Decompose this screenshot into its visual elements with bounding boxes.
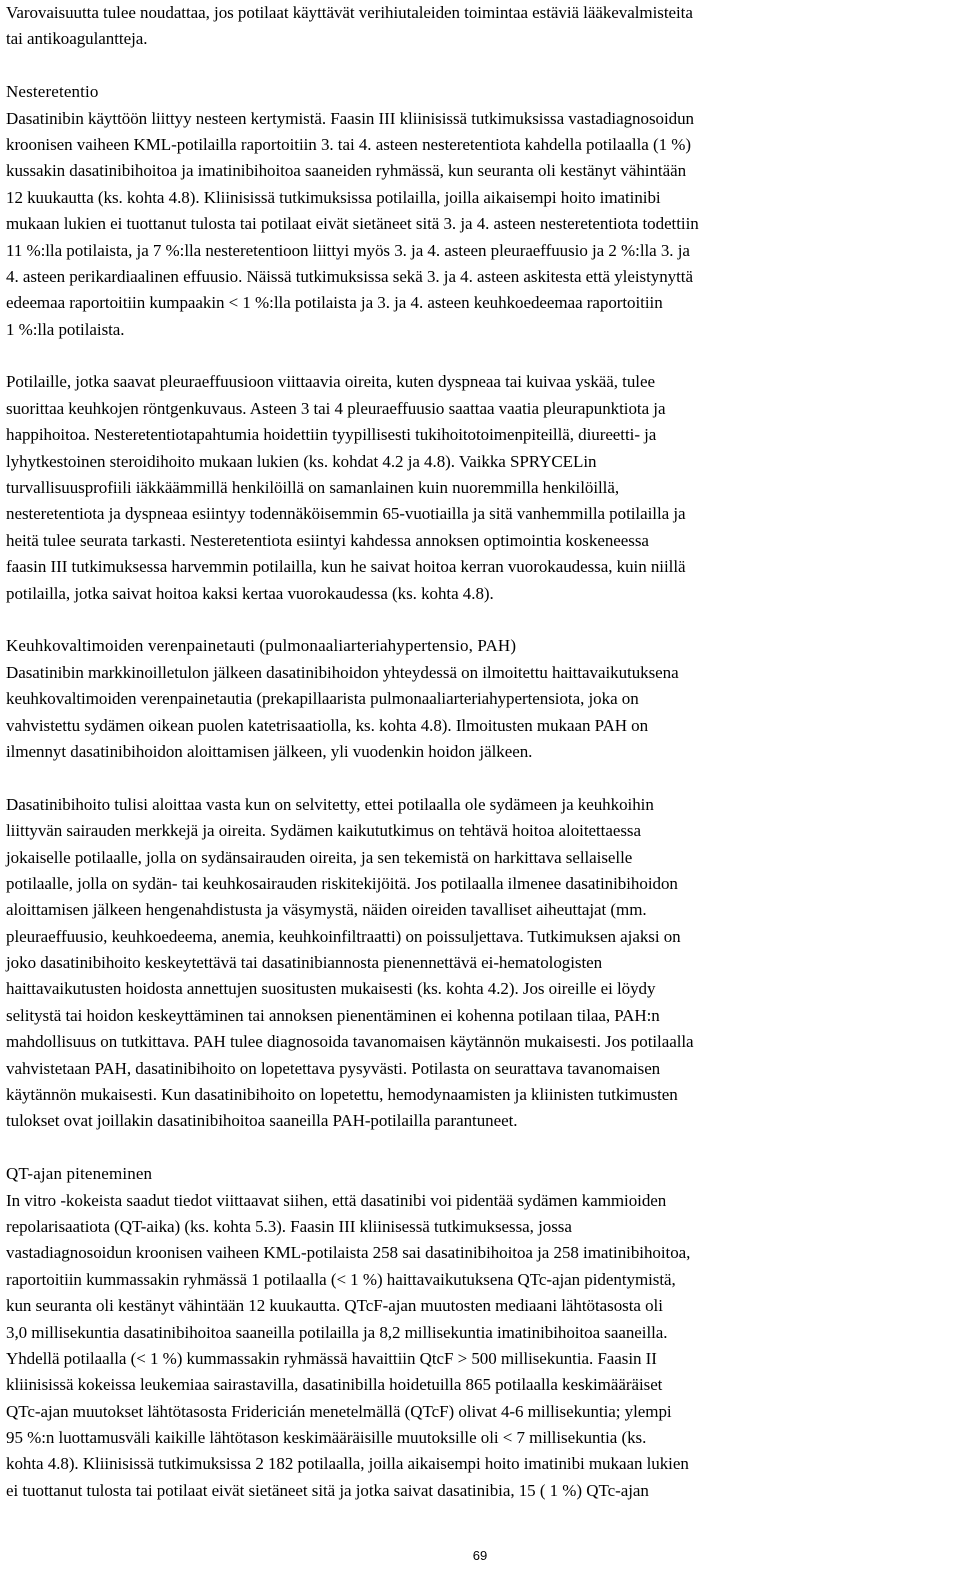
intro-paragraph xyxy=(6,0,956,53)
section-heading: Nesteretentio xyxy=(6,82,99,102)
paragraph-spacer xyxy=(6,343,956,369)
text-line: käytännön mukaisesti. Kun dasatinibihoito on lopetettu, hemodynaamisten ja kliinisten tutkimusten xyxy=(6,1085,678,1105)
text-line: kussakin dasatinibihoitoa ja imatinibihoitoa saaneiden ryhmässä, kun seuranta oli kestänyt vähintään xyxy=(6,161,687,181)
text-line: mahdollisuus on tutkittava. PAH tulee diagnosoida tavanomaisen käytännön mukaisesti. Jos potilaalla xyxy=(6,1032,694,1052)
text-line: edeemaa raportoitiin kumpaakin < 1 %:lla potilaista ja 3. ja 4. asteen keuhkoedeemaa raportoitiin xyxy=(6,293,663,313)
text-line: pleuraeffuusio, keuhkoedeema, anemia, keuhkoinfiltraatti) on poissuljettava. Tutkimuksen ajaksi on xyxy=(6,926,681,946)
text-line: potilaalle, jolla on sydän- tai keuhkosairauden riskitekijöitä. Jos potilaalla ilmenee dasatinibihoidon xyxy=(6,873,678,893)
text-line: Yhdellä potilaalla (< 1 %) kummassakin ryhmässä havaittiin QtcF > 500 millisekuntia. Faasin II xyxy=(6,1348,657,1368)
text-line: Varovaisuutta tulee noudattaa, jos potilaat käyttävät verihiutaleiden toimintaa estäviä lääkevalmisteita xyxy=(6,3,693,22)
text-line: 1 %:lla potilaista. xyxy=(6,319,125,339)
section-heading: Keuhkovaltimoiden verenpainetauti (pulmonaaliarteriahypertensio, PAH) xyxy=(6,636,517,656)
paragraph xyxy=(6,369,956,607)
text-line: liittyvän sairauden merkkejä ja oireita. Sydämen kaikututkimus on tehtävä hoitoa aloitettaessa xyxy=(6,821,641,841)
text-line: 95 %:n luottamusväli kaikille lähtötason keskimääräisille muutoksille oli < 7 millisekuntia (ks. xyxy=(6,1428,647,1448)
text-line: In vitro -kokeista saadut tiedot viittaavat siihen, että dasatinibi voi pidentää sydämen kammioiden xyxy=(6,1190,667,1210)
paragraph xyxy=(6,1188,956,1505)
text-line: mukaan lukien ei tuottanut tulosta tai potilaat eivät sietäneet sitä 3. ja 4. asteen nesteretentiota todettiin xyxy=(6,214,699,234)
text-line: kohta 4.8). Kliinisissä tutkimuksissa 2 182 potilaalla, joilla aikaisempi hoito imatinibi mukaan lukien xyxy=(6,1454,689,1474)
paragraph xyxy=(6,106,956,344)
text-line: Potilaille, jotka saavat pleuraeffuusioon viittaavia oireita, kuten dyspneaa tai kuivaa yskää, tulee xyxy=(6,372,655,392)
section-heading: QT-ajan piteneminen xyxy=(6,1164,153,1184)
text-line: QTc-ajan muutokset lähtötasosta Fridericián menetelmällä (QTcF) olivat 4-6 millisekuntia; ylempi xyxy=(6,1401,672,1421)
document-page xyxy=(6,0,956,1504)
text-line: 4. asteen perikardiaalinen effuusio. Näissä tutkimuksissa sekä 3. ja 4. asteen askitesta että yleistynyttä xyxy=(6,266,693,286)
text-line: 12 kuukautta (ks. kohta 4.8). Kliinisissä tutkimuksissa potilailla, joilla aikaisempi hoito imatinibi xyxy=(6,187,661,207)
text-line: tai antikoagulantteja. xyxy=(6,29,148,49)
text-line: vahvistettu sydämen oikean puolen katetrisaatiolla, ks. kohta 4.8). Ilmoitusten mukaan PAH on xyxy=(6,715,649,735)
text-line: ei tuottanut tulosta tai potilaat eivät sietäneet sitä ja jotka saivat dasatinibia, 15 ( 1 %) QTc-ajan xyxy=(6,1480,649,1500)
paragraph-spacer xyxy=(6,53,956,79)
text-line: 3,0 millisekuntia dasatinibihoitoa saaneilla potilailla ja 8,2 millisekuntia imatinibihoitoa saaneilla. xyxy=(6,1322,668,1342)
text-line: tulokset ovat joillakin dasatinibihoitoa saaneilla PAH-potilailla parantuneet. xyxy=(6,1111,518,1131)
section-qt xyxy=(6,1161,956,1504)
text-line: jokaiselle potilaalle, jolla on sydänsairauden oireita, ja sen tekemistä on harkittava sellaiselle xyxy=(6,847,633,867)
text-line: 11 %:lla potilaista, ja 7 %:lla nesteretentioon liittyi myös 3. ja 4. asteen pleuraeffuusio ja 2 %:lla 3. ja xyxy=(6,240,690,260)
text-line: ilmennyt dasatinibihoidon aloittamisen jälkeen, yli vuodenkin hoidon jälkeen. xyxy=(6,741,533,761)
text-line: repolarisaatiota (QT-aika) (ks. kohta 5.3). Faasin III kliinisessä tutkimuksessa, jossa xyxy=(6,1216,572,1236)
text-line: happihoitoa. Nesteretentiotapahtumia hoidettiin tyypillisesti tukihoitotoimenpiteillä, diureetti- ja xyxy=(6,425,657,445)
text-line: kun seuranta oli kestänyt vähintään 12 kuukautta. QTcF-ajan muutosten mediaani lähtötasosta oli xyxy=(6,1296,663,1316)
text-line: vahvistetaan PAH, dasatinibihoito on lopetettava pysyvästi. Potilasta on seurattava tavanomaisen xyxy=(6,1058,661,1078)
text-line: haittavaikutusten hoidosta annettujen suositusten mukaisesti (ks. kohta 4.2). Jos oireille ei löydy xyxy=(6,979,656,999)
text-line: keuhkovaltimoiden verenpainetautia (prekapillaarista pulmonaaliarteriahypertensiota, joka on xyxy=(6,689,639,709)
section-pah xyxy=(6,633,956,1134)
text-line: potilailla, jotka saivat hoitoa kaksi kertaa vuorokaudessa (ks. kohta 4.8). xyxy=(6,583,494,603)
text-line: joko dasatinibihoito keskeytettävä tai dasatinibiannosta pienennettävä ei-hematologisten xyxy=(6,953,603,973)
text-line: Dasatinibin käyttöön liittyy nesteen kertymistä. Faasin III kliinisissä tutkimuksissa vastadiagnosoidun xyxy=(6,108,694,128)
text-line: lyhytkestoinen steroidihoito mukaan lukien (ks. kohdat 4.2 ja 4.8). Vaikka SPRYCELin xyxy=(6,451,597,471)
text-line: faasin III tutkimuksessa harvemmin potilailla, kun he saivat hoitoa kerran vuorokaudessa, kuin niillä xyxy=(6,557,686,577)
page-number: 69 xyxy=(472,1548,488,1563)
text-line: kroonisen vaiheen KML-potilailla raportoitiin 3. tai 4. asteen nesteretentiota kahdella potilaalla (1 %) xyxy=(6,134,691,154)
text-line: heitä tulee seurata tarkasti. Nesteretentiota esiintyi kahdessa annoksen optimointia koskeneessa xyxy=(6,530,649,550)
text-line: Dasatinibihoito tulisi aloittaa vasta kun on selvitetty, ettei potilaalla ole sydämeen ja keuhkoihin xyxy=(6,794,654,814)
text-line: kliinisissä kokeissa leukemiaa sairastavilla, dasatinibilla hoidetuilla 865 potilaalla keskimääräiset xyxy=(6,1375,663,1395)
text-line: nesteretentiota ja dyspneaa esiintyy todennäköisemmin 65-vuotiailla ja sitä vanhemmilla potilailla ja xyxy=(6,504,686,524)
paragraph-spacer xyxy=(6,765,956,791)
text-line: vastadiagnosoidun kroonisen vaiheen KML-potilaista 258 sai dasatinibihoitoa ja 258 imatinibihoitoa, xyxy=(6,1243,691,1263)
text-line: raportoitiin kummassakin ryhmässä 1 potilaalla (< 1 %) haittavaikutuksena QTc-ajan pidentymistä, xyxy=(6,1269,676,1289)
text-line: turvallisuusprofiili iäkkäämmillä henkilöillä on samanlainen kuin nuoremmilla henkilöillä, xyxy=(6,478,620,498)
text-line: aloittamisen jälkeen hengenahdistusta ja väsymystä, näiden oireiden tavalliset aiheuttajat (mm. xyxy=(6,900,647,920)
paragraph-spacer xyxy=(6,607,956,633)
section-nesteretentio xyxy=(6,79,956,607)
text-line: selitystä tai hoidon keskeyttäminen tai annoksen pienentäminen ei kohenna potilaan tilaa, PAH:n xyxy=(6,1005,660,1025)
text-line: suorittaa keuhkojen röntgenkuvaus. Asteen 3 tai 4 pleuraeffuusio saattaa vaatia pleurapunktiota ja xyxy=(6,398,666,418)
paragraph-spacer xyxy=(6,1135,956,1161)
paragraph xyxy=(6,660,956,766)
text-line: Dasatinibin markkinoilletulon jälkeen dasatinibihoidon yhteydessä on ilmoitettu haittavaikutuksena xyxy=(6,662,679,682)
paragraph xyxy=(6,792,956,1135)
